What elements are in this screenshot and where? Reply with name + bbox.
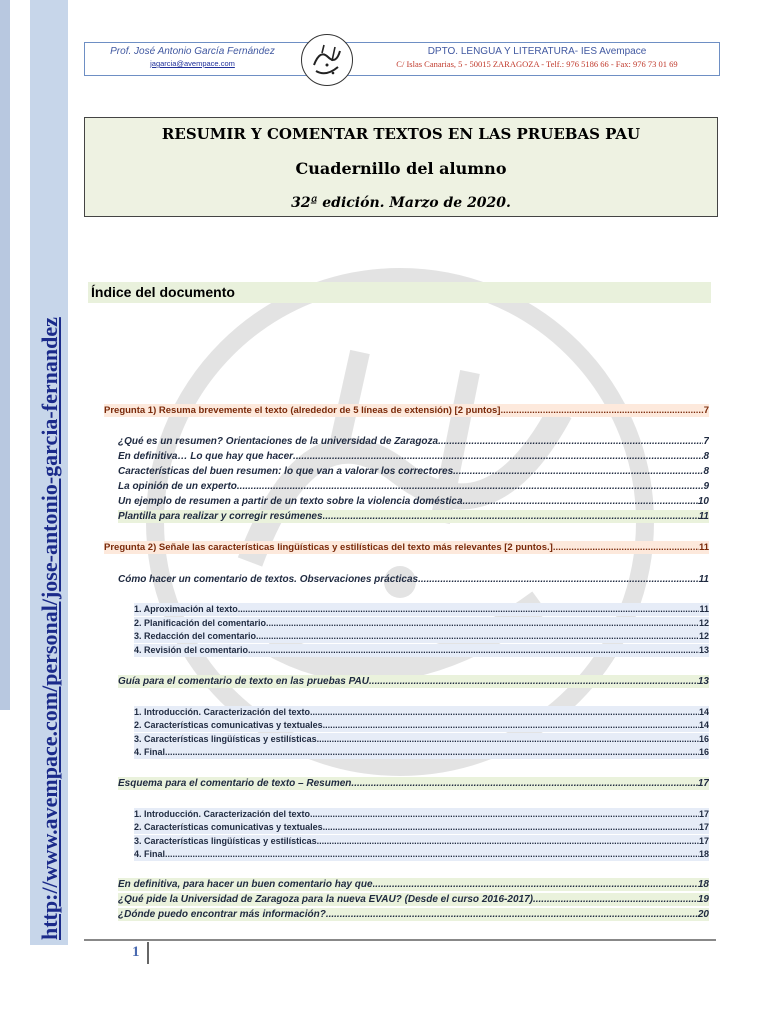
toc-entry-leader (266, 617, 699, 630)
toc-entry-leader (373, 878, 698, 891)
toc-entry-page: 9 (703, 481, 709, 492)
toc-entry-label: ¿Qué pide la Universidad de Zaragoza para la nueva EVAU? (Desde el curso 2016-2017) (118, 894, 533, 905)
header-email-link[interactable]: jagarcia@avempace.com (150, 59, 235, 68)
toc-entry-label: Pregunta 1) Resuma brevemente el texto (alrededor de 5 líneas de extensión) [2 puntos] (104, 405, 501, 416)
toc-entry[interactable] (134, 706, 709, 719)
page-number-bar (147, 942, 149, 964)
toc-entry[interactable] (118, 465, 709, 478)
toc-entry-page: 11 (698, 574, 709, 585)
toc-entry-page: 20 (697, 909, 709, 920)
toc-entry-page: 14 (698, 720, 709, 730)
toc-entry-page: 10 (697, 496, 709, 507)
toc-entry-page: 8 (703, 451, 709, 462)
toc-entry-page: 16 (698, 734, 709, 744)
toc-entry-page: 17 (698, 809, 709, 819)
toc-entry-page: 19 (697, 894, 709, 905)
toc-entry[interactable] (134, 630, 709, 643)
toc-entry[interactable] (134, 848, 709, 861)
toc-entry-label: En definitiva, para hacer un buen comentario hay que (118, 879, 373, 890)
toc-entry-label: 2. Planificación del comentario (134, 618, 267, 628)
toc-entry-label: 3. Redacción del comentario (134, 631, 257, 641)
toc-entry-leader (293, 450, 703, 463)
toc-entry-page: 12 (698, 618, 709, 628)
toc-entry[interactable] (118, 435, 709, 448)
toc-entry-label: 4. Final (134, 849, 166, 859)
toc-entry-leader (323, 510, 699, 523)
toc-entry[interactable] (134, 808, 709, 821)
toc-entry-page: 11 (699, 604, 709, 614)
toc-entry-label: 3. Características lingüísticas y estilísticas (134, 734, 317, 744)
toc-entry[interactable] (104, 404, 709, 417)
toc-entry-page: 11 (698, 542, 709, 553)
toc-entry-label: ¿Dónde puedo encontrar más información? (118, 909, 326, 920)
toc-entry-label: 2. Características comunicativas y textuales (134, 720, 323, 730)
toc-entry[interactable] (134, 821, 709, 834)
toc-entry[interactable] (118, 573, 709, 586)
index-heading: Índice del documento (88, 282, 711, 303)
toc-entry-leader (351, 777, 697, 790)
toc-entry-label: 2. Características comunicativas y textuales (134, 822, 323, 832)
toc-entry[interactable] (134, 733, 709, 746)
toc-entry-page: 13 (697, 676, 709, 687)
toc-entry[interactable] (118, 495, 709, 508)
toc-entry-label: 1. Aproximación al texto (134, 604, 238, 614)
document-title: RESUMIR Y COMENTAR TEXTOS EN LAS PRUEBAS PAU (161, 125, 641, 143)
toc-entry-leader (256, 630, 699, 643)
toc-entry-leader (323, 821, 699, 834)
header-author-block (85, 43, 300, 75)
toc-entry-leader (317, 835, 699, 848)
toc-entry-label: Un ejemplo de resumen a partir de un texto sobre la violencia doméstica (118, 496, 463, 507)
toc-entry-label: Características del buen resumen: lo que van a valorar los correctores (118, 466, 454, 477)
toc-entry-page: 17 (698, 836, 709, 846)
toc-entry-page: 14 (698, 707, 709, 717)
toc-entry[interactable] (104, 541, 709, 554)
sidebar-accent-bar (0, 0, 10, 710)
toc-entry-leader (553, 541, 699, 554)
header-department-block (355, 43, 719, 75)
toc-entry[interactable] (134, 835, 709, 848)
toc-entry-page: 7 (703, 405, 709, 416)
toc-entry-leader (248, 644, 699, 657)
toc-entry-page: 11 (698, 511, 709, 522)
toc-entry-page: 7 (703, 436, 709, 447)
toc-entry-leader (533, 893, 698, 906)
toc-entry[interactable] (134, 644, 709, 657)
page-header (84, 42, 720, 76)
toc-entry-page: 13 (698, 645, 709, 655)
toc-entry-leader (317, 733, 699, 746)
toc-entry[interactable] (118, 480, 709, 493)
page-number: 1 (132, 944, 140, 960)
toc-entry-leader (165, 746, 699, 759)
toc-entry[interactable] (134, 617, 709, 630)
toc-entry-leader (323, 719, 699, 732)
toc-entry-label: Cómo hacer un comentario de textos. Observaciones prácticas. (118, 574, 421, 585)
toc-entry-label: Guía para el comentario de texto en las pruebas PAU (118, 676, 370, 687)
toc-entry-leader (237, 480, 704, 493)
toc-entry[interactable] (134, 603, 709, 616)
toc-entry-label: 4. Final (134, 747, 166, 757)
toc-entry-page: 18 (697, 879, 709, 890)
toc-entry-label: La opinión de un experto (118, 481, 237, 492)
toc-entry-leader (310, 808, 699, 821)
toc-entry-leader (238, 603, 700, 616)
header-department: DPTO. LENGUA Y LITERATURA- IES Avempace (427, 46, 647, 57)
toc-entry-leader (421, 573, 699, 586)
toc-entry-label: En definitiva… Lo que hay que hacer (118, 451, 294, 462)
toc-entry-label: Plantilla para realizar y corregir resúmenes (118, 511, 323, 522)
toc-entry-page: 12 (698, 631, 709, 641)
toc-entry-label: Esquema para el comentario de texto – Resumen (118, 778, 352, 789)
toc-entry[interactable] (118, 450, 709, 463)
document-subtitle: Cuadernillo del alumno (295, 159, 507, 178)
sidebar-url-link[interactable]: http://www.avempace.com/personal/jose-antonio-garcia-fernandez (37, 317, 62, 940)
toc-entry[interactable] (118, 510, 709, 523)
toc-entry-page: 17 (697, 778, 709, 789)
header-address: C/ Islas Canarias, 5 - 50015 ZARAGOZA - Telf.: 976 5186 66 - Fax: 976 73 01 69 (396, 59, 678, 69)
toc-entry[interactable] (134, 719, 709, 732)
toc-entry-leader (463, 495, 698, 508)
toc-entry-label: ¿Qué es un resumen? Orientaciones de la universidad de Zaragoza (118, 436, 439, 447)
toc-entry-leader (165, 848, 699, 861)
toc-entry[interactable] (118, 908, 709, 921)
toc-entry-label: 3. Características lingüísticas y estilísticas (134, 836, 317, 846)
toc-entry[interactable] (118, 893, 709, 906)
toc-entry-label: 4. Revisión del comentario (134, 645, 249, 655)
header-author: Prof. José Antonio García Fernández (110, 46, 275, 57)
toc-entry-leader (310, 706, 699, 719)
toc-entry-label: 1. Introducción. Caracterización del texto (134, 809, 311, 819)
document-title-box (84, 117, 718, 217)
footer-divider (84, 939, 716, 941)
toc-entry[interactable] (118, 675, 709, 688)
toc-entry-leader (453, 465, 703, 478)
toc-entry-leader (326, 908, 698, 921)
toc-entry[interactable] (118, 878, 709, 891)
arabic-calligraphy-seal-icon (301, 34, 353, 86)
toc-entry-label: 1. Introducción. Caracterización del texto (134, 707, 311, 717)
toc-entry-page: 18 (698, 849, 709, 859)
toc-entry-page: 8 (703, 466, 709, 477)
toc-entry-leader (500, 404, 703, 417)
toc-entry-label: Pregunta 2) Señale las características lingüísticas y estilísticas del texto más relevantes [2 puntos.] (104, 542, 553, 553)
toc-entry-leader (369, 675, 698, 688)
document-edition: 32ª edición. Marzo de 2020. (291, 195, 511, 211)
toc-entry[interactable] (134, 746, 709, 759)
toc-entry-leader (438, 435, 703, 448)
toc-entry-page: 16 (698, 747, 709, 757)
toc-entry-page: 17 (698, 822, 709, 832)
toc-entry[interactable] (118, 777, 709, 790)
